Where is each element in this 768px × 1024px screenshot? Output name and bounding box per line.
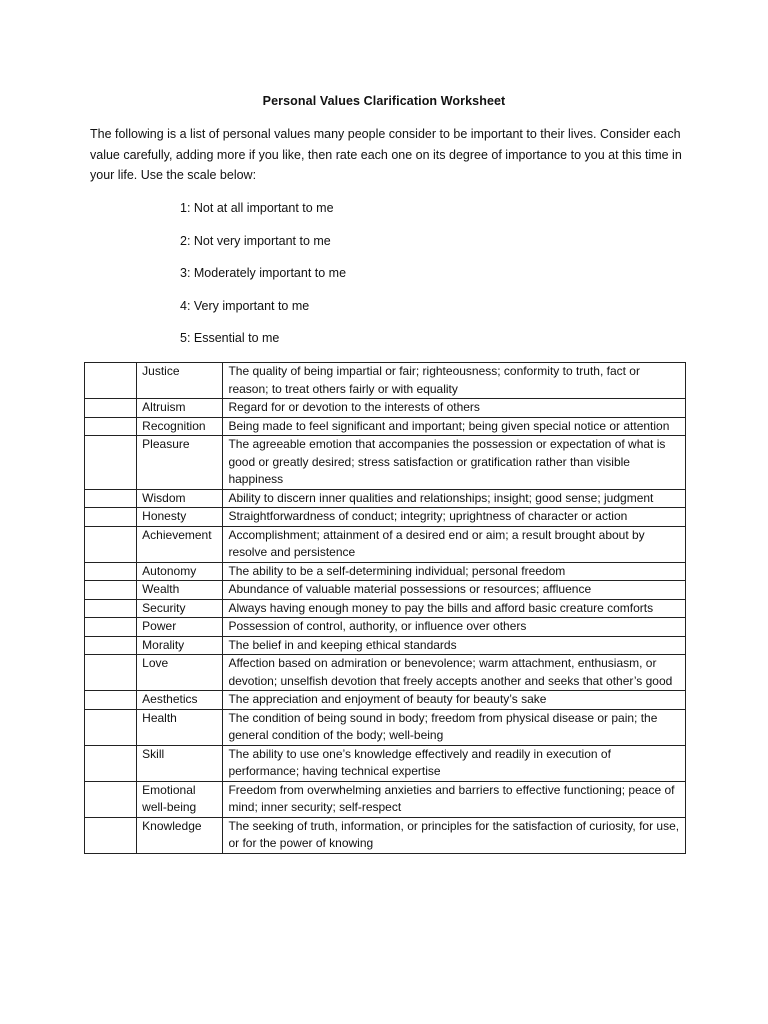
- value-definition: Being made to feel significant and important; being given special notice or attention: [223, 417, 686, 436]
- value-definition: Abundance of valuable material possessions or resources; affluence: [223, 581, 686, 600]
- rating-cell[interactable]: [85, 526, 137, 562]
- value-name: Aesthetics: [137, 691, 223, 710]
- value-name: Achievement: [137, 526, 223, 562]
- value-definition: Affection based on admiration or benevolence; warm attachment, enthusiasm, or devotion; unselfish devotion that freely accepts another and seeks that other’s good: [223, 655, 686, 691]
- values-table: [84, 362, 686, 854]
- value-definition: Freedom from overwhelming anxieties and barriers to effective functioning; peace of mind; inner security; self-respect: [223, 781, 686, 817]
- value-definition: The appreciation and enjoyment of beauty for beauty’s sake: [223, 691, 686, 710]
- table-row: [85, 399, 686, 418]
- rating-cell[interactable]: [85, 417, 137, 436]
- value-definition: Regard for or devotion to the interests of others: [223, 399, 686, 418]
- value-definition: Straightforwardness of conduct; integrity; uprightness of character or action: [223, 508, 686, 527]
- value-name: Skill: [137, 745, 223, 781]
- scale-item: 3: Moderately important to me: [180, 266, 347, 280]
- value-definition: Accomplishment; attainment of a desired end or aim; a result brought about by resolve and persistence: [223, 526, 686, 562]
- rating-cell[interactable]: [85, 436, 137, 490]
- value-definition: The condition of being sound in body; freedom from physical disease or pain; the general condition of the body; well-being: [223, 709, 686, 745]
- rating-cell[interactable]: [85, 618, 137, 637]
- value-name: Power: [137, 618, 223, 637]
- rating-cell[interactable]: [85, 745, 137, 781]
- table-row: [85, 691, 686, 710]
- value-name: Autonomy: [137, 562, 223, 581]
- table-row: [85, 581, 686, 600]
- value-name: Health: [137, 709, 223, 745]
- rating-cell[interactable]: [85, 399, 137, 418]
- value-name: Emotional well-being: [137, 781, 223, 817]
- table-row: [85, 709, 686, 745]
- rating-cell[interactable]: [85, 817, 137, 853]
- value-definition: The agreeable emotion that accompanies the possession or expectation of what is good or greatly desired; stress satisfaction or gratification rather than visible happiness: [223, 436, 686, 490]
- value-name: Morality: [137, 636, 223, 655]
- table-row: [85, 526, 686, 562]
- rating-cell[interactable]: [85, 781, 137, 817]
- scale-item: 2: Not very important to me: [180, 233, 331, 248]
- table-row: [85, 817, 686, 853]
- table-row: [85, 599, 686, 618]
- table-row: [85, 417, 686, 436]
- rating-cell[interactable]: [85, 363, 137, 399]
- value-definition: Ability to discern inner qualities and relationships; insight; good sense; judgment: [223, 489, 686, 508]
- table-row: [85, 636, 686, 655]
- table-row: [85, 655, 686, 691]
- page-title: Personal Values Clarification Worksheet: [262, 94, 506, 108]
- value-name: Justice: [137, 363, 223, 399]
- value-definition: The belief in and keeping ethical standards: [223, 636, 686, 655]
- table-row: [85, 562, 686, 581]
- value-name: Wisdom: [137, 489, 223, 508]
- rating-cell[interactable]: [85, 508, 137, 527]
- value-definition: The ability to use one’s knowledge effectively and readily in execution of performance; having technical expertise: [223, 745, 686, 781]
- value-name: Love: [137, 655, 223, 691]
- rating-cell[interactable]: [85, 489, 137, 508]
- rating-cell[interactable]: [85, 599, 137, 618]
- table-row: [85, 436, 686, 490]
- rating-cell[interactable]: [85, 691, 137, 710]
- table-row: [85, 489, 686, 508]
- table-row: [85, 618, 686, 637]
- value-definition: The quality of being impartial or fair; righteousness; conformity to truth, fact or reason; to treat others fairly or with equality: [223, 363, 686, 399]
- scale-item: 1: Not at all important to me: [180, 201, 334, 215]
- value-name: Altruism: [137, 399, 223, 418]
- value-definition: The ability to be a self-determining individual; personal freedom: [223, 562, 686, 581]
- rating-cell[interactable]: [85, 709, 137, 745]
- scale-item: 5: Essential to me: [180, 331, 280, 345]
- scale-item: 4: Very important to me: [180, 298, 310, 313]
- value-name: Security: [137, 599, 223, 618]
- rating-cell[interactable]: [85, 655, 137, 691]
- value-name: Recognition: [137, 417, 223, 436]
- value-name: Pleasure: [137, 436, 223, 490]
- value-definition: Always having enough money to pay the bills and afford basic creature comforts: [223, 599, 686, 618]
- rating-scale-list: [180, 199, 580, 362]
- table-row: [85, 781, 686, 817]
- value-definition: The seeking of truth, information, or principles for the satisfaction of curiosity, for use, or for the power of knowing: [223, 817, 686, 853]
- rating-cell[interactable]: [85, 562, 137, 581]
- value-definition: Possession of control, authority, or influence over others: [223, 618, 686, 637]
- value-name: Honesty: [137, 508, 223, 527]
- intro-paragraph: The following is a list of personal values many people consider to be important to their lives. Consider each value carefully, adding more if you like, then rate each one on its degree of importance to you at this time in your life. Use the scale below:: [90, 127, 682, 182]
- rating-cell[interactable]: [85, 636, 137, 655]
- table-row: [85, 508, 686, 527]
- table-row: [85, 363, 686, 399]
- rating-cell[interactable]: [85, 581, 137, 600]
- value-name: Knowledge: [137, 817, 223, 853]
- table-row: [85, 745, 686, 781]
- value-name: Wealth: [137, 581, 223, 600]
